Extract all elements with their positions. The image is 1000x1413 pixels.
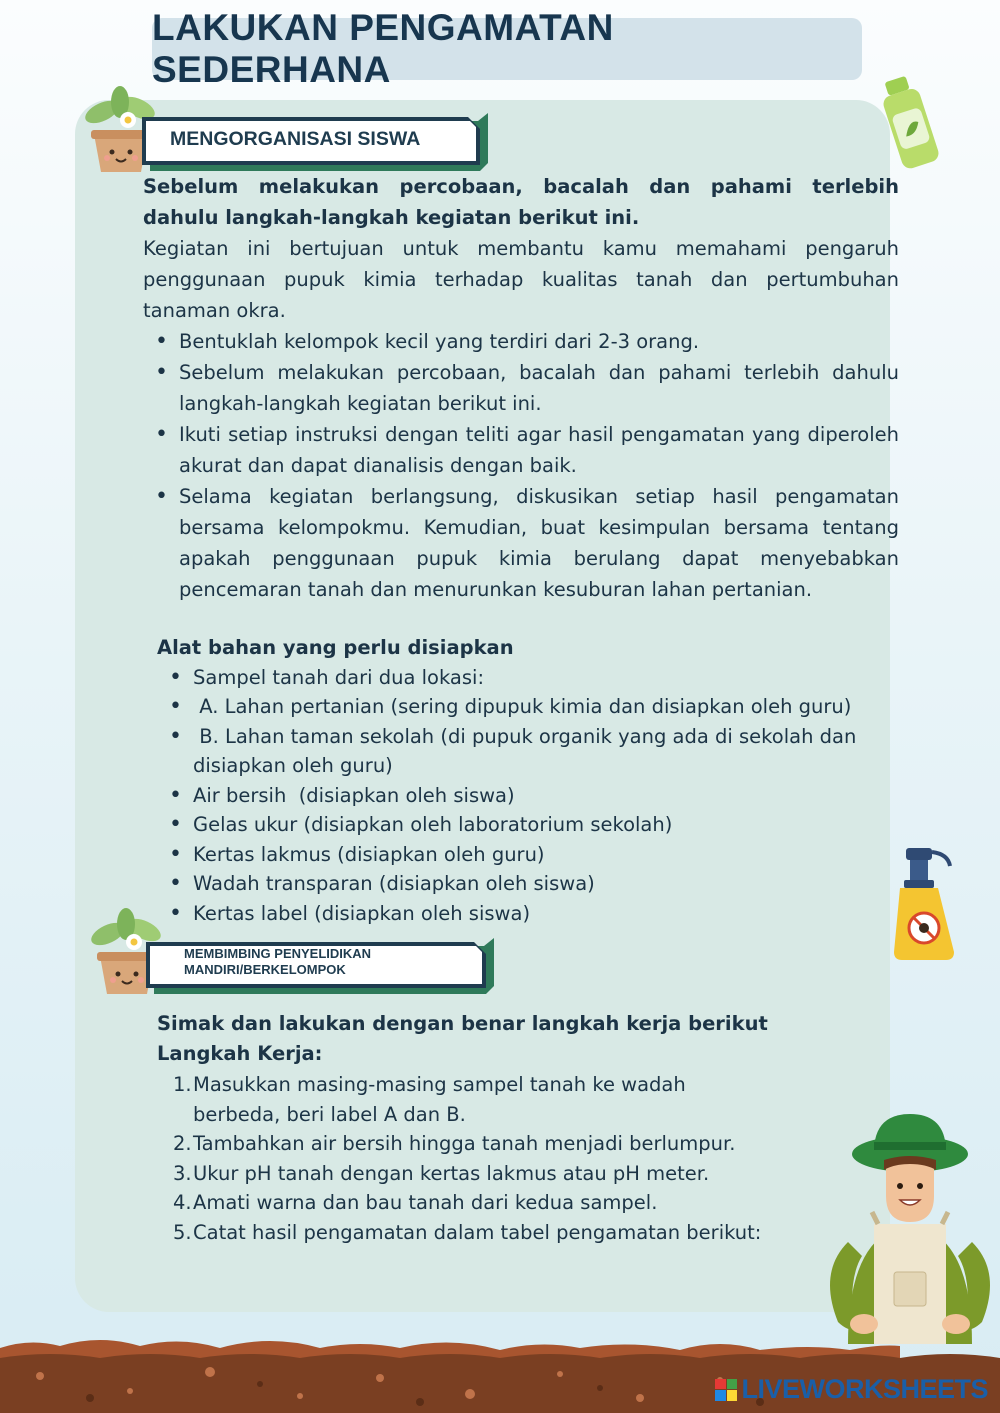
section-materials — [157, 633, 917, 928]
list-item: • Kertas lakmus (disiapkan oleh guru) — [157, 840, 917, 870]
page-title: LAKUKAN PENGAMATAN SEDERHANA — [152, 7, 614, 90]
list-item: • Selama kegiatan berlangsung, diskusikan setiap hasil pengamatan bersama kelompokmu. Kemudian, buat kesimpulan bersama tentang apakah penggunaan pupuk kimia berulang dapat menyebabkan pencemaran tanah dan menurunkan kesuburan lahan pertanian. — [143, 481, 899, 605]
section-banner-guide — [146, 938, 494, 994]
list-item: • B. Lahan taman sekolah (di pupuk organik yang ada di sekolah dan disiapkan oleh guru) — [157, 722, 917, 781]
step-item: 3. Ukur pH tanah dengan kertas lakmus atau pH meter. — [173, 1161, 710, 1185]
pesticide-spray-icon — [888, 846, 962, 962]
step-item: 5. Catat hasil pengamatan dalam tabel pengamatan berikut: — [173, 1220, 762, 1244]
instruction-text: Simak dan lakukan dengan benar langkah kerja berikut — [157, 1012, 768, 1035]
list-item: • Air bersih (disiapkan oleh siswa) — [157, 781, 917, 811]
instruction-list — [143, 326, 899, 605]
farmer-illustration — [808, 1112, 1000, 1344]
step-item: 2. Tambahkan air bersih hingga tanah menjadi berlumpur. — [173, 1132, 736, 1155]
list-item: • Wadah transparan (disiapkan oleh siswa) — [157, 869, 917, 899]
intro-paragraph: Kegiatan ini bertujuan untuk membantu kamu memahami pengaruh penggunaan pupuk kimia terhadap kualitas tanah dan pertumbuhan tanaman okra. — [143, 237, 899, 322]
title-box — [152, 7, 862, 90]
banner-label-line: MANDIRI/BERKELOMPOK — [184, 962, 346, 977]
liveworksheets-logo-icon — [715, 1379, 737, 1401]
materials-list — [157, 663, 917, 929]
fertilizer-bottle-icon — [876, 70, 948, 174]
steps-heading: Langkah Kerja: — [157, 1041, 323, 1065]
list-item: • A. Lahan pertanian (sering dipupuk kimia dan disiapkan oleh guru) — [157, 692, 917, 722]
banner-label: MENGORGANISASI SISWA — [170, 128, 421, 150]
materials-heading: Alat bahan yang perlu disiapkan — [157, 636, 514, 659]
section-organize — [143, 171, 899, 605]
list-item: • Gelas ukur (disiapkan oleh laboratorium sekolah) — [157, 810, 917, 840]
list-item: • Kertas label (disiapkan oleh siswa) — [157, 899, 917, 929]
step-item: 1. Masukkan masing-masing sampel tanah ke wadah berbeda, beri label A dan B. — [173, 1073, 686, 1126]
list-item: • Sebelum melakukan percobaan, bacalah dan pahami terlebih dahulu langkah-langkah kegiatan berikut ini. — [143, 357, 899, 419]
steps-list — [157, 1070, 837, 1247]
brand-name: LIVEWORKSHEETS — [741, 1374, 988, 1404]
liveworksheets-brand — [715, 1374, 988, 1405]
intro-bold-paragraph: Sebelum melakukan percobaan, bacalah dan pahami terlebih dahulu langkah-langkah kegiatan berikut ini. — [143, 175, 899, 229]
banner-label-line: MEMBIMBING PENYELIDIKAN — [184, 946, 372, 961]
banner-label — [184, 946, 371, 978]
list-item: • Sampel tanah dari dua lokasi: — [157, 663, 917, 693]
section-banner-organize — [142, 113, 488, 171]
list-item: • Ikuti setiap instruksi dengan teliti agar hasil pengamatan yang diperoleh akurat dan dapat dianalisis dengan baik. — [143, 419, 899, 481]
list-item: • Bentuklah kelompok kecil yang terdiri dari 2-3 orang. — [143, 326, 899, 357]
step-item: 4. Amati warna dan bau tanah dari kedua sampel. — [173, 1191, 658, 1214]
section-guide — [157, 1009, 837, 1247]
